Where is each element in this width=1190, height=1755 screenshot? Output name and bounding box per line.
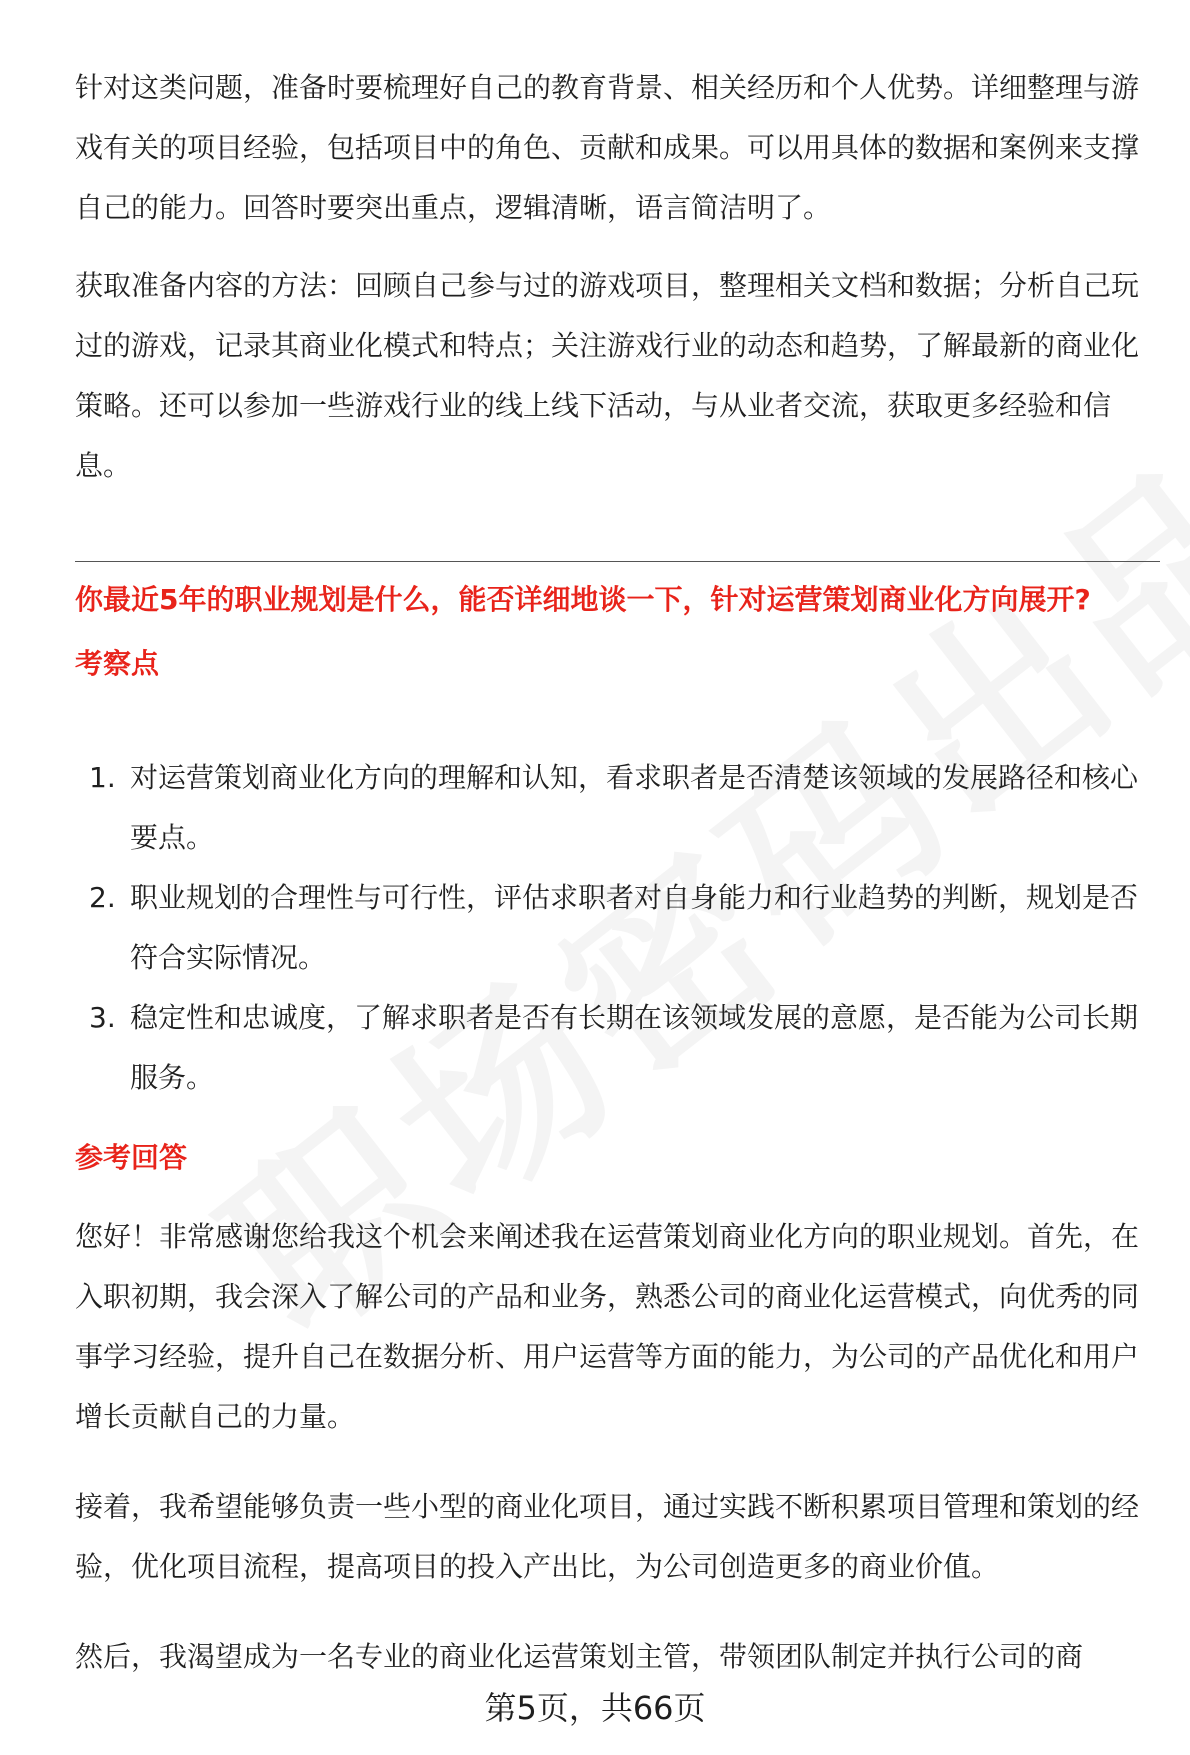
- answer-paragraph: 您好！非常感谢您给我这个机会来阐述我在运营策划商业化方向的职业规划。首先，在入职初期，我会深入了解公司的产品和业务，熟悉公司的商业化运营模式，向优秀的同事学习经验，提升自己在数据分析、用户运营等方面的能力，为公司的产品优化和用户增长贡献自己的力量。: [75, 1220, 1140, 1433]
- list-item: [75, 868, 1160, 988]
- answer-paragraph: 接着，我希望能够负责一些小型的商业化项目，通过实践不断积累项目管理和策划的经验，优化项目流程，提高项目的投入产出比，为公司创造更多的商业价值。: [75, 1490, 1140, 1583]
- list-number: 2.: [89, 881, 116, 914]
- list-number: 1.: [89, 761, 116, 794]
- section-divider: [75, 561, 1160, 562]
- intro-paragraph: 针对这类问题，准备时要梳理好自己的教育背景、相关经历和个人优势。详细整理与游戏有关的项目经验，包括项目中的角色、贡献和成果。可以用具体的数据和案例来支撑自己的能力。回答时要突出重点，逻辑清晰，语言简洁明了。: [75, 71, 1140, 224]
- answer-section: [75, 1207, 1160, 1717]
- question-heading: 你最近5年的职业规划是什么，能否详细地谈一下，针对运营策划商业化方向展开?: [75, 583, 1091, 616]
- answer-paragraph: 然后，我渴望成为一名专业的商业化运营策划主管，带领团队制定并执行公司的商: [75, 1640, 1084, 1673]
- exam-points-list: [75, 748, 1160, 1108]
- list-text: 稳定性和忠诚度，了解求职者是否有长期在该领域发展的意愿，是否能为公司长期服务。: [130, 1001, 1139, 1094]
- intro-section: [75, 58, 1160, 496]
- list-item: [75, 748, 1160, 868]
- list-item: [75, 988, 1160, 1108]
- exam-points-title: 考察点: [75, 647, 160, 680]
- answer-title: 参考回答: [75, 1141, 188, 1174]
- list-text: 对运营策划商业化方向的理解和认知，看求职者是否清楚该领域的发展路径和核心要点。: [130, 761, 1139, 854]
- page-footer: 第5页，共66页: [484, 1689, 706, 1727]
- list-text: 职业规划的合理性与可行性，评估求职者对自身能力和行业趋势的判断，规划是否符合实际情况。: [130, 881, 1139, 974]
- intro-paragraph: 获取准备内容的方法：回顾自己参与过的游戏项目，整理相关文档和数据；分析自己玩过的游戏，记录其商业化模式和特点；关注游戏行业的动态和趋势，了解最新的商业化策略。还可以参加一些游戏行业的线上线下活动，与从业者交流，获取更多经验和信息。: [75, 269, 1140, 482]
- list-number: 3.: [89, 1001, 116, 1034]
